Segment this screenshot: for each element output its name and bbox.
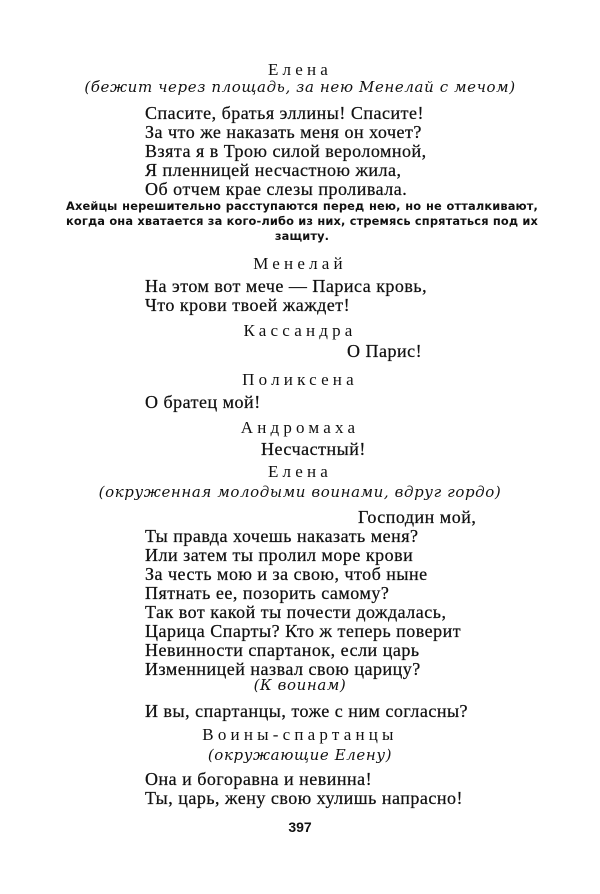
verse-line: О братец мой! (145, 392, 261, 412)
verse-line: Она и богоравна и невинна! (145, 769, 373, 789)
verse-line: Что крови твоей жаждет! (145, 295, 351, 315)
stage-direction: (окружающие Елену) (207, 746, 393, 764)
speaker-name: Елена (267, 462, 333, 481)
verse-line: О Парис! (347, 341, 423, 361)
speaker-name: Елена (267, 60, 333, 79)
stage-direction: (бежит через площадь, за нею Менелай с мечом) (84, 78, 516, 96)
speaker-name: Андромаха (240, 418, 360, 437)
verse-line: Спасите, братья эллины! Спасите! (145, 103, 424, 123)
speaker-name: Кассандра (243, 321, 357, 340)
verse-line: Изменницей назвал свою царицу? (145, 659, 421, 679)
verse-line: Пятнать ее, позорить самому? (145, 583, 390, 603)
verse-line: Господин мой, (358, 507, 477, 527)
verse-line: Или затем ты пролил море крови (145, 545, 414, 565)
verse-line: Ты правда хочешь наказать меня? (145, 526, 419, 546)
stage-direction: (К воинам) (253, 676, 347, 694)
verse-line: Взята я в Трою силой вероломной, (145, 141, 427, 161)
stage-remark-paragraph: Ахейцы нерешительно расступаются перед нею, но не отталкивают, когда она хватается за кого-либо из них, стремясь спрятаться под их защиту. (66, 199, 538, 243)
verse-line: Невинности спартанок, если царь (145, 640, 420, 660)
page-number: 397 (288, 819, 312, 835)
speaker-name: Воины-спартанцы (202, 725, 398, 744)
verse-line: Так вот какой ты почести дождалась, (145, 602, 447, 622)
verse-line: Я пленницей несчастною жила, (145, 160, 402, 180)
verse-line: Несчастный! (261, 439, 366, 459)
verse-line: Об отчем крае слезы проливала. (145, 179, 408, 199)
verse-line: И вы, спартанцы, тоже с ним согласны? (145, 701, 469, 721)
speaker-name: Поликсена (242, 370, 358, 389)
verse-line: За что же наказать меня он хочет? (145, 122, 422, 142)
verse-line: За честь мою и за свою, чтоб ныне (145, 564, 428, 584)
speaker-name: Менелай (253, 254, 347, 273)
stage-direction: (окруженная молодыми воинами, вдруг гордо) (98, 483, 502, 501)
verse-line: На этом вот мече — Париса кровь, (145, 276, 428, 296)
verse-line: Ты, царь, жену свою хулишь напрасно! (145, 788, 463, 808)
verse-line: Царица Спарты? Кто ж теперь поверит (145, 621, 462, 641)
